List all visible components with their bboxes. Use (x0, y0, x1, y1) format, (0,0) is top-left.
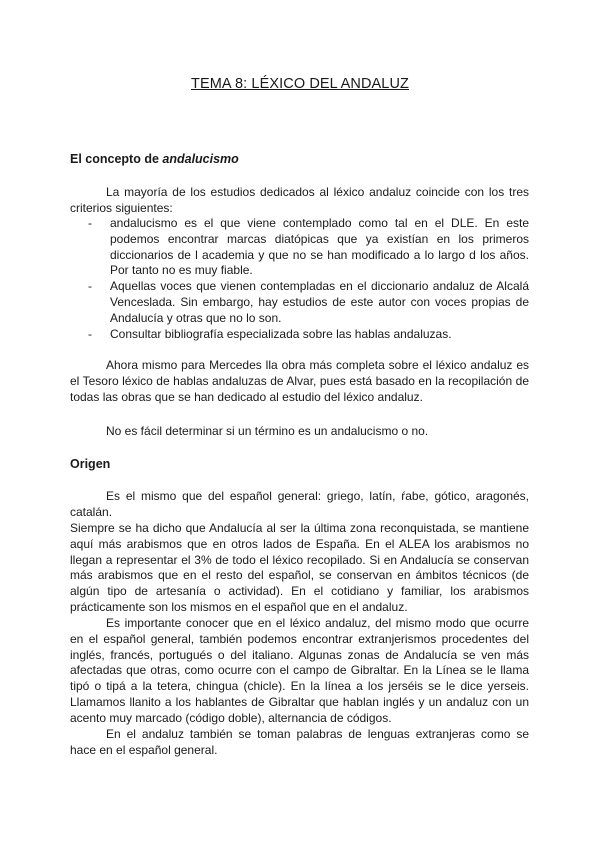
bullet-dash: - (88, 216, 92, 230)
list-item (70, 216, 529, 279)
section-heading-andalucismo (70, 152, 239, 166)
paragraph-lenguas-extranjeras: En el andaluz también se toman palabras de lenguas extranjeras como se hace en el español general. (70, 727, 529, 757)
paragraph-extranjerismos: Es importante conocer que en el léxico andaluz, del mismo modo que ocurre en el español general, también podemos encontrar extranjerismos procedentes del inglés, francés, portugués o del italiano. Algunas zonas de Andalucía se ven más afectadas que otras, como ocurre con el campo de Gibraltar. En la Línea se le llama tipó o tipá a la tetera, chingua (chicle). En la línea a los jerséis se le dice yerseis. Llamamos llanito a los hablantes de Gibraltar que hablan inglés y un andaluz con un acento muy marcado (código doble), alternancia de códigos. (70, 616, 529, 725)
section-heading-origen: Origen (70, 457, 111, 471)
list-item-text: andalucismo es el que viene contemplado como tal en el DLE. En este podemos encontrar marcas diatópicas que ya existían en los primeros diccionarios de l academia y que no se han modificado a lo largo d los años. Por tanto no es muy fiable. (110, 216, 529, 278)
intro-paragraph: La mayoría de los estudios dedicados al léxico andaluz coincide con los tres criterios siguientes: (70, 185, 529, 215)
heading-prefix: El concepto de (70, 152, 163, 166)
bullet-dash: - (88, 279, 92, 294)
bullet-dash: - (88, 326, 92, 341)
paragraph-andalucismo-determinar: No es fácil determinar si un término es un andalucismo o no. (106, 424, 429, 438)
list-item-text: Aquellas voces que vienen contempladas en el diccionario andaluz de Alcalá Venceslada. Sin embargo, hay estudios de este autor con voces propias de Andalucía y otras que no lo son. (110, 279, 529, 325)
paragraph-origen: Es el mismo que del español general: griego, latín, ŕabe, gótico, aragonés, catalán. (70, 489, 529, 519)
list-item-text: Consultar bibliografía especializada sobre las hablas andaluzas. (110, 326, 452, 341)
criteria-list (70, 216, 529, 342)
paragraph-tesoro: Ahora mismo para Mercedes lla obra más completa sobre el léxico andaluz es el Tesoro léxico de hablas andaluzas de Alvar, pues está basado en la recopilación de todas las obras que se han dedicado al estudio del léxico andaluz. (70, 358, 529, 404)
heading-italic-term: andalucismo (162, 152, 239, 166)
list-item (70, 279, 529, 326)
paragraph-arabismos: Siempre se ha dicho que Andalucía al ser la última zona reconquistada, se mantiene aquí más arabismos que en otros lados de España. En el ALEA los arabismos no llegan a representar el 3% de todo el léxico recopilado. Si en Andalucía se conservan más arabismos que en el resto del español, se conservan en ámbitos técnicos (de algún tipo de artesanía o actividad). En el cotidiano y familiar, los arabismos prácticamente son los mismos en el español que en el andaluz. (70, 521, 529, 614)
page-title: TEMA 8: LÉXICO DEL ANDALUZ (190, 76, 410, 92)
list-item (70, 327, 529, 343)
